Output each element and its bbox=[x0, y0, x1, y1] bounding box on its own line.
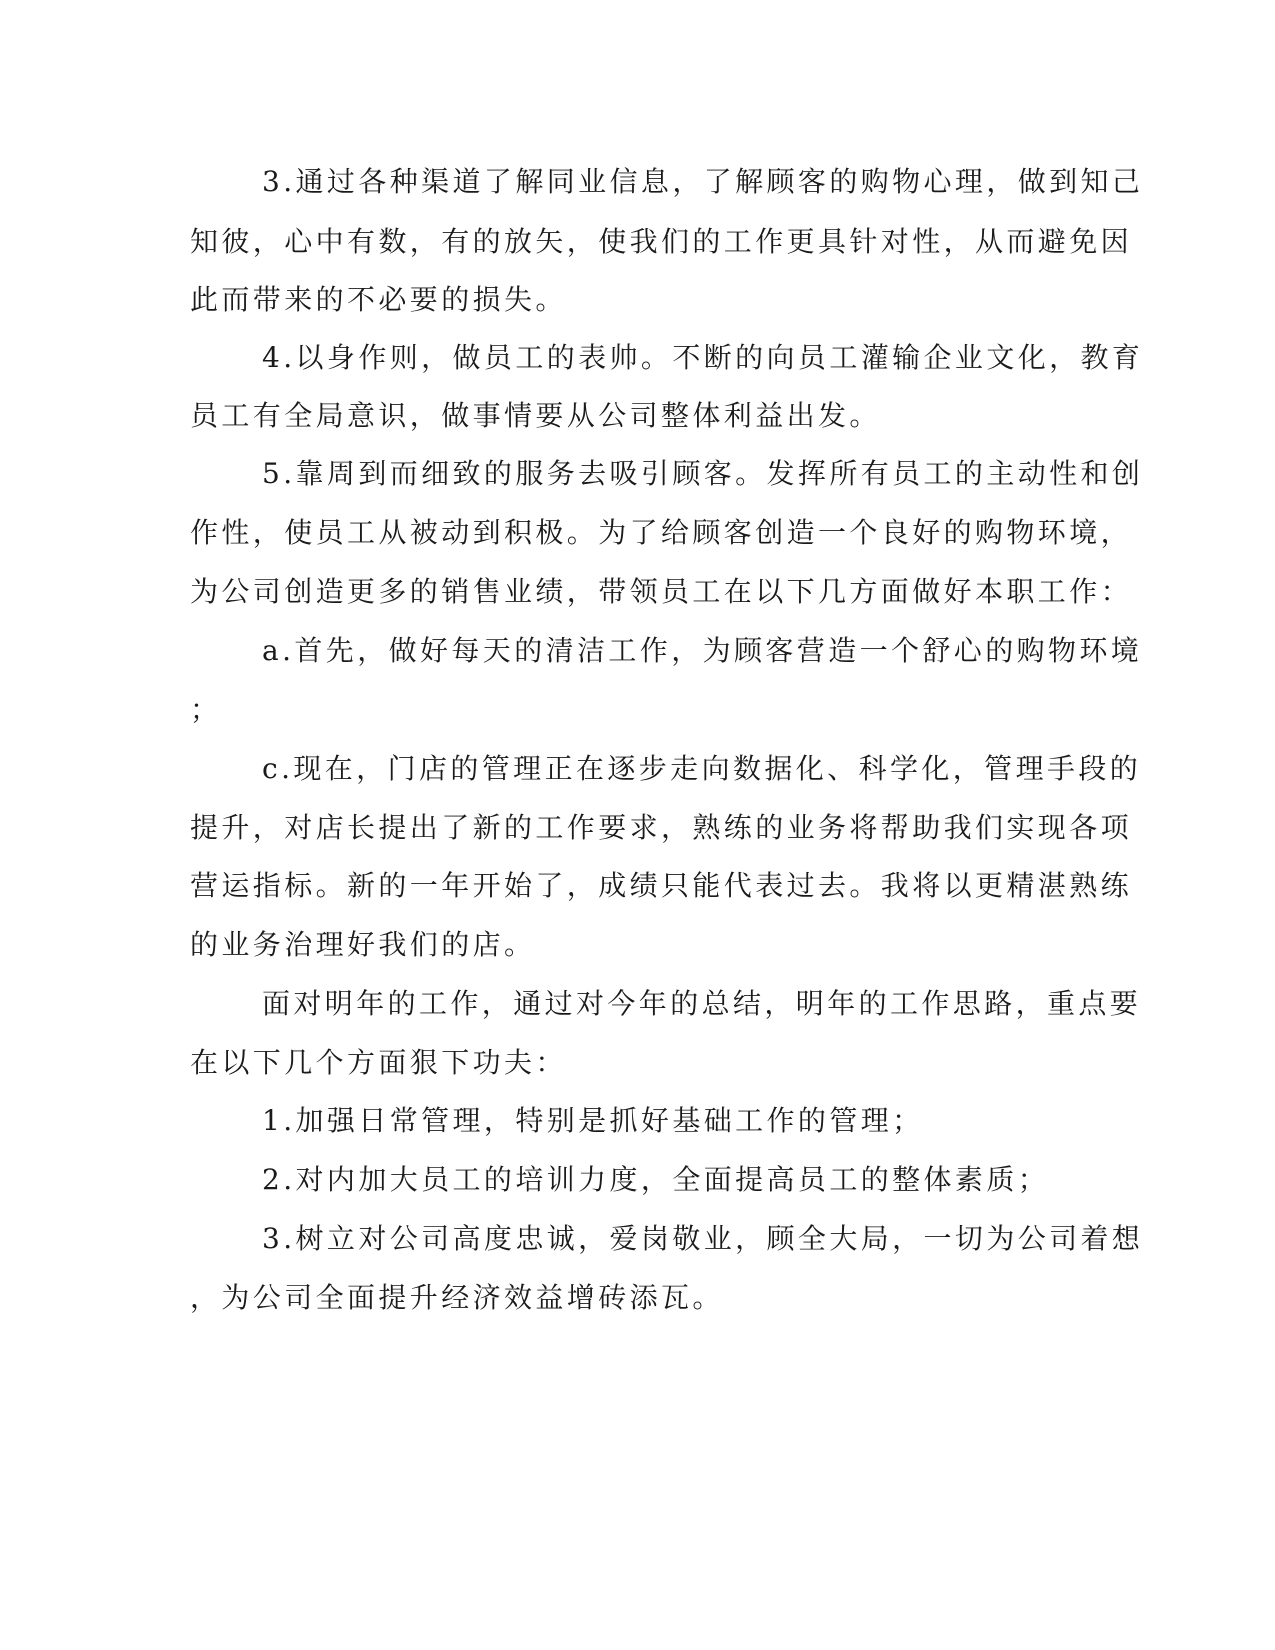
paragraph-line: 为公司创造更多的销售业绩，带领员工在以下几方面做好本职工作： bbox=[190, 575, 1133, 608]
paragraph-line: 营运指标。新的一年开始了，成绩只能代表过去。我将以更精湛熟练 bbox=[190, 869, 1133, 902]
paragraph-line: 的业务治理好我们的店。 bbox=[190, 928, 536, 961]
paragraph-line: 2.对内加大员工的培训力度，全面提高员工的整体素质； bbox=[262, 1163, 1050, 1196]
paragraph-line: 3.树立对公司高度忠诚，爱岗敬业，顾全大局，一切为公司着想 bbox=[262, 1222, 1144, 1255]
paragraph-line: c.现在，门店的管理正在逐步走向数据化、科学化，管理手段的 bbox=[262, 752, 1142, 785]
paragraph-line: 4.以身作则，做员工的表帅。不断的向员工灌输企业文化，教育 bbox=[262, 341, 1144, 374]
paragraph-line: ，为公司全面提升经济效益增砖添瓦。 bbox=[190, 1281, 724, 1314]
paragraph-line: 1.加强日常管理，特别是抓好基础工作的管理； bbox=[262, 1104, 924, 1137]
paragraph-line: 在以下几个方面狠下功夫： bbox=[190, 1046, 567, 1079]
paragraph-line: 此而带来的不必要的损失。 bbox=[190, 283, 567, 316]
paragraph-line: 5.靠周到而细致的服务去吸引顾客。发挥所有员工的主动性和创 bbox=[262, 457, 1144, 490]
paragraph-line: 3.通过各种渠道了解同业信息，了解顾客的购物心理，做到知己 bbox=[262, 165, 1144, 198]
paragraph-line: 作性，使员工从被动到积极。为了给顾客创造一个良好的购物环境， bbox=[190, 516, 1133, 549]
paragraph-line: 知彼，心中有数，有的放矢，使我们的工作更具针对性，从而避免因 bbox=[190, 225, 1133, 258]
paragraph-line: ； bbox=[190, 693, 222, 726]
paragraph-line: a.首先，做好每天的清洁工作，为顾客营造一个舒心的购物环境 bbox=[262, 634, 1143, 667]
paragraph-line: 面对明年的工作，通过对今年的总结，明年的工作思路，重点要 bbox=[262, 987, 1142, 1020]
paragraph-line: 员工有全局意识，做事情要从公司整体利益出发。 bbox=[190, 399, 881, 432]
paragraph-line: 提升，对店长提出了新的工作要求，熟练的业务将帮助我们实现各项 bbox=[190, 811, 1133, 844]
